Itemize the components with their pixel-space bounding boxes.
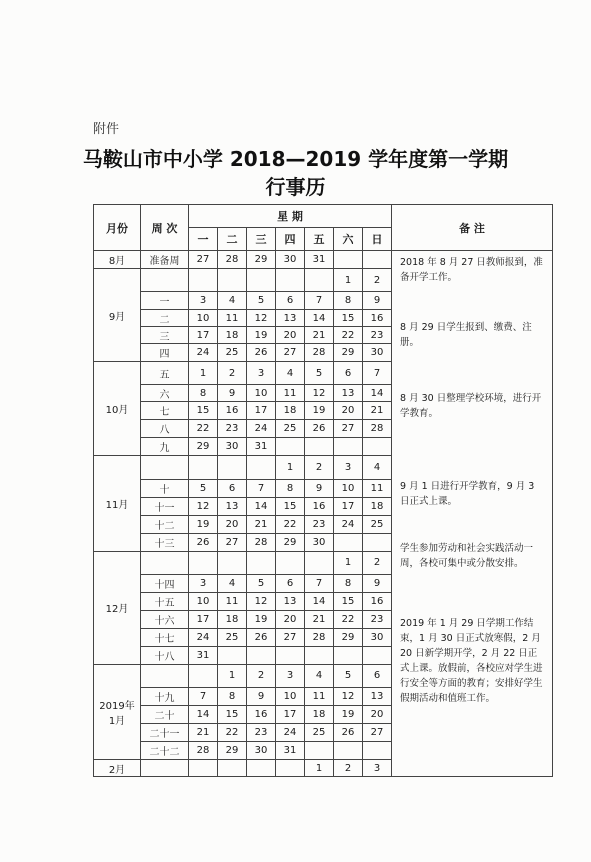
date-cell: 28 bbox=[363, 420, 392, 438]
week-number-cell: 二十二 bbox=[141, 742, 189, 760]
date-cell: 15 bbox=[334, 592, 363, 610]
weekday-header: 四 bbox=[276, 228, 305, 251]
date-cell: 20 bbox=[218, 515, 247, 533]
date-cell: 12 bbox=[305, 385, 334, 402]
date-cell: 2 bbox=[305, 456, 334, 479]
date-cell: 1 bbox=[334, 269, 363, 292]
date-cell: 27 bbox=[276, 344, 305, 362]
date-cell: 15 bbox=[189, 402, 218, 420]
date-cell: 24 bbox=[276, 724, 305, 742]
date-cell: 5 bbox=[334, 664, 363, 687]
date-cell: 10 bbox=[276, 688, 305, 706]
date-cell bbox=[218, 646, 247, 664]
month-cell: 2019年 1月 bbox=[94, 664, 141, 759]
date-cell: 3 bbox=[334, 456, 363, 479]
date-cell: 23 bbox=[363, 610, 392, 628]
date-cell: 7 bbox=[189, 688, 218, 706]
week-number-cell: 九 bbox=[141, 438, 189, 456]
date-cell: 5 bbox=[247, 574, 276, 592]
date-cell: 8 bbox=[334, 574, 363, 592]
date-cell: 16 bbox=[363, 310, 392, 327]
date-cell: 28 bbox=[247, 533, 276, 551]
weekday-header: 六 bbox=[334, 228, 363, 251]
date-cell: 23 bbox=[363, 327, 392, 344]
date-cell: 26 bbox=[247, 344, 276, 362]
date-cell bbox=[363, 533, 392, 551]
date-cell bbox=[305, 742, 334, 760]
date-cell: 12 bbox=[189, 497, 218, 515]
date-cell: 10 bbox=[189, 592, 218, 610]
date-cell bbox=[218, 269, 247, 292]
date-cell: 14 bbox=[305, 592, 334, 610]
date-cell: 14 bbox=[189, 706, 218, 724]
date-cell: 21 bbox=[305, 327, 334, 344]
date-cell: 28 bbox=[305, 628, 334, 646]
date-cell: 3 bbox=[363, 760, 392, 777]
date-cell: 8 bbox=[276, 479, 305, 497]
date-cell: 22 bbox=[276, 515, 305, 533]
date-cell: 20 bbox=[334, 402, 363, 420]
date-cell bbox=[247, 456, 276, 479]
date-cell: 30 bbox=[218, 438, 247, 456]
date-cell: 30 bbox=[363, 628, 392, 646]
date-cell: 16 bbox=[363, 592, 392, 610]
date-cell bbox=[218, 760, 247, 777]
date-cell bbox=[218, 456, 247, 479]
date-cell: 31 bbox=[305, 251, 334, 269]
page-subtitle: 行事历 bbox=[265, 175, 326, 199]
week-number-cell: 六 bbox=[141, 385, 189, 402]
date-cell bbox=[189, 456, 218, 479]
date-cell: 23 bbox=[218, 420, 247, 438]
date-cell bbox=[276, 760, 305, 777]
week-number-cell: 三 bbox=[141, 327, 189, 344]
date-cell bbox=[334, 742, 363, 760]
date-cell bbox=[189, 664, 218, 687]
date-cell: 27 bbox=[276, 628, 305, 646]
week-number-cell: 十六 bbox=[141, 610, 189, 628]
date-cell: 14 bbox=[363, 385, 392, 402]
date-cell: 17 bbox=[334, 497, 363, 515]
date-cell: 27 bbox=[189, 251, 218, 269]
date-cell: 6 bbox=[218, 479, 247, 497]
date-cell: 8 bbox=[189, 385, 218, 402]
date-cell: 28 bbox=[218, 251, 247, 269]
date-cell: 5 bbox=[189, 479, 218, 497]
date-cell: 2 bbox=[334, 760, 363, 777]
weekday-header: 二 bbox=[218, 228, 247, 251]
date-cell: 31 bbox=[189, 646, 218, 664]
date-cell bbox=[189, 269, 218, 292]
date-cell bbox=[189, 551, 218, 574]
date-cell: 25 bbox=[218, 344, 247, 362]
date-cell: 5 bbox=[305, 362, 334, 385]
date-cell: 24 bbox=[247, 420, 276, 438]
date-cell: 19 bbox=[334, 706, 363, 724]
date-cell: 12 bbox=[247, 592, 276, 610]
week-number-cell: 十三 bbox=[141, 533, 189, 551]
date-cell: 17 bbox=[189, 327, 218, 344]
date-cell: 9 bbox=[218, 385, 247, 402]
date-cell: 28 bbox=[189, 742, 218, 760]
date-cell bbox=[276, 438, 305, 456]
date-cell: 21 bbox=[363, 402, 392, 420]
week-number-cell: 十九 bbox=[141, 688, 189, 706]
week-number-cell bbox=[141, 551, 189, 574]
date-cell: 18 bbox=[276, 402, 305, 420]
date-cell: 30 bbox=[305, 533, 334, 551]
date-cell: 25 bbox=[305, 724, 334, 742]
date-cell: 18 bbox=[218, 610, 247, 628]
date-cell bbox=[305, 438, 334, 456]
date-cell: 11 bbox=[218, 592, 247, 610]
date-cell: 2 bbox=[363, 551, 392, 574]
date-cell: 29 bbox=[189, 438, 218, 456]
date-cell: 5 bbox=[247, 292, 276, 310]
date-cell: 11 bbox=[363, 479, 392, 497]
date-cell bbox=[334, 438, 363, 456]
date-cell: 31 bbox=[276, 742, 305, 760]
date-cell: 1 bbox=[334, 551, 363, 574]
date-cell: 2 bbox=[247, 664, 276, 687]
date-cell: 8 bbox=[334, 292, 363, 310]
date-cell: 12 bbox=[334, 688, 363, 706]
date-cell: 28 bbox=[305, 344, 334, 362]
note-item: 9 月 1 日进行开学教育，9 月 3 日正式上课。 bbox=[400, 481, 535, 507]
date-cell: 20 bbox=[363, 706, 392, 724]
date-cell: 15 bbox=[334, 310, 363, 327]
date-cell: 9 bbox=[363, 292, 392, 310]
date-cell: 22 bbox=[218, 724, 247, 742]
date-cell: 17 bbox=[189, 610, 218, 628]
header-notes: 备 注 bbox=[392, 205, 553, 251]
date-cell: 7 bbox=[305, 574, 334, 592]
date-cell bbox=[363, 742, 392, 760]
date-cell: 16 bbox=[218, 402, 247, 420]
date-cell: 1 bbox=[305, 760, 334, 777]
weekday-header: 五 bbox=[305, 228, 334, 251]
date-cell: 25 bbox=[276, 420, 305, 438]
date-cell: 12 bbox=[247, 310, 276, 327]
date-cell: 3 bbox=[276, 664, 305, 687]
week-number-cell: 八 bbox=[141, 420, 189, 438]
date-cell: 17 bbox=[276, 706, 305, 724]
weekday-header: 日 bbox=[363, 228, 392, 251]
date-cell: 3 bbox=[189, 292, 218, 310]
date-cell: 19 bbox=[189, 515, 218, 533]
date-cell: 22 bbox=[334, 327, 363, 344]
date-cell: 4 bbox=[276, 362, 305, 385]
date-cell: 7 bbox=[247, 479, 276, 497]
date-cell: 13 bbox=[276, 310, 305, 327]
date-cell: 21 bbox=[189, 724, 218, 742]
date-cell: 11 bbox=[305, 688, 334, 706]
date-cell: 24 bbox=[189, 344, 218, 362]
date-cell: 20 bbox=[276, 610, 305, 628]
table-row bbox=[94, 251, 553, 269]
note-item: 2018 年 8 月 27 日教师报到，准备开学工作。 bbox=[400, 257, 543, 283]
date-cell: 14 bbox=[247, 497, 276, 515]
date-cell: 20 bbox=[276, 327, 305, 344]
week-number-cell: 十七 bbox=[141, 628, 189, 646]
date-cell: 22 bbox=[334, 610, 363, 628]
date-cell bbox=[247, 646, 276, 664]
date-cell: 29 bbox=[276, 533, 305, 551]
date-cell bbox=[334, 533, 363, 551]
date-cell: 30 bbox=[276, 251, 305, 269]
date-cell bbox=[247, 551, 276, 574]
date-cell: 22 bbox=[189, 420, 218, 438]
week-number-cell bbox=[141, 664, 189, 687]
month-cell: 10月 bbox=[94, 362, 141, 456]
date-cell: 26 bbox=[334, 724, 363, 742]
date-cell: 26 bbox=[247, 628, 276, 646]
date-cell: 24 bbox=[189, 628, 218, 646]
week-number-cell: 二十 bbox=[141, 706, 189, 724]
date-cell: 10 bbox=[334, 479, 363, 497]
week-number-cell: 十五 bbox=[141, 592, 189, 610]
date-cell: 19 bbox=[305, 402, 334, 420]
date-cell: 9 bbox=[247, 688, 276, 706]
week-number-cell: 七 bbox=[141, 402, 189, 420]
date-cell bbox=[247, 760, 276, 777]
week-number-cell bbox=[141, 269, 189, 292]
date-cell: 15 bbox=[218, 706, 247, 724]
date-cell bbox=[363, 646, 392, 664]
date-cell: 4 bbox=[305, 664, 334, 687]
date-cell: 11 bbox=[276, 385, 305, 402]
date-cell: 25 bbox=[218, 628, 247, 646]
attachment-label: 附件 bbox=[93, 122, 120, 137]
date-cell: 21 bbox=[247, 515, 276, 533]
date-cell: 10 bbox=[247, 385, 276, 402]
note-item: 8 月 30 日整理学校环境，进行开学教育。 bbox=[400, 393, 542, 419]
calendar-table bbox=[93, 204, 553, 777]
date-cell: 27 bbox=[218, 533, 247, 551]
date-cell: 18 bbox=[363, 497, 392, 515]
header-month: 月份 bbox=[94, 205, 141, 251]
date-cell: 7 bbox=[305, 292, 334, 310]
date-cell: 8 bbox=[218, 688, 247, 706]
date-cell: 30 bbox=[363, 344, 392, 362]
notes-column bbox=[392, 251, 553, 777]
date-cell bbox=[276, 269, 305, 292]
date-cell: 29 bbox=[334, 628, 363, 646]
weekday-header: 一 bbox=[189, 228, 218, 251]
date-cell: 15 bbox=[276, 497, 305, 515]
date-cell bbox=[305, 646, 334, 664]
date-cell: 24 bbox=[334, 515, 363, 533]
date-cell bbox=[363, 251, 392, 269]
week-number-cell: 十二 bbox=[141, 515, 189, 533]
date-cell bbox=[305, 269, 334, 292]
date-cell: 4 bbox=[218, 292, 247, 310]
week-number-cell bbox=[141, 760, 189, 777]
date-cell bbox=[334, 251, 363, 269]
date-cell bbox=[305, 551, 334, 574]
month-cell: 12月 bbox=[94, 551, 141, 664]
date-cell: 13 bbox=[218, 497, 247, 515]
date-cell: 17 bbox=[247, 402, 276, 420]
week-number-cell: 五 bbox=[141, 362, 189, 385]
date-cell: 16 bbox=[305, 497, 334, 515]
date-cell bbox=[247, 269, 276, 292]
page-title: 马鞍山市中小学 2018—2019 学年度第一学期 bbox=[82, 147, 509, 171]
date-cell: 9 bbox=[305, 479, 334, 497]
week-number-cell: 十 bbox=[141, 479, 189, 497]
date-cell: 7 bbox=[363, 362, 392, 385]
date-cell: 6 bbox=[363, 664, 392, 687]
weekday-header: 三 bbox=[247, 228, 276, 251]
header-week-number: 周 次 bbox=[141, 205, 189, 251]
date-cell: 26 bbox=[305, 420, 334, 438]
date-cell: 13 bbox=[363, 688, 392, 706]
week-number-cell: 一 bbox=[141, 292, 189, 310]
date-cell: 13 bbox=[334, 385, 363, 402]
date-cell: 30 bbox=[247, 742, 276, 760]
date-cell: 23 bbox=[305, 515, 334, 533]
date-cell: 2 bbox=[218, 362, 247, 385]
month-cell: 8月 bbox=[94, 251, 141, 269]
note-item: 学生参加劳动和社会实践活动一周，各校可集中或分散安排。 bbox=[400, 543, 534, 569]
month-cell: 2月 bbox=[94, 760, 141, 777]
date-cell: 3 bbox=[189, 574, 218, 592]
date-cell: 21 bbox=[305, 610, 334, 628]
week-number-cell: 十四 bbox=[141, 574, 189, 592]
date-cell: 26 bbox=[189, 533, 218, 551]
date-cell: 4 bbox=[218, 574, 247, 592]
date-cell: 10 bbox=[189, 310, 218, 327]
date-cell bbox=[189, 760, 218, 777]
date-cell: 29 bbox=[334, 344, 363, 362]
week-number-cell: 十八 bbox=[141, 646, 189, 664]
week-number-cell: 二 bbox=[141, 310, 189, 327]
week-number-cell: 准备周 bbox=[141, 251, 189, 269]
date-cell: 2 bbox=[363, 269, 392, 292]
week-number-cell: 二十一 bbox=[141, 724, 189, 742]
date-cell: 1 bbox=[276, 456, 305, 479]
date-cell: 11 bbox=[218, 310, 247, 327]
month-cell: 11月 bbox=[94, 456, 141, 551]
date-cell: 19 bbox=[247, 327, 276, 344]
date-cell: 6 bbox=[276, 292, 305, 310]
date-cell: 1 bbox=[218, 664, 247, 687]
date-cell: 4 bbox=[363, 456, 392, 479]
date-cell bbox=[218, 551, 247, 574]
week-number-cell: 十一 bbox=[141, 497, 189, 515]
week-number-cell bbox=[141, 456, 189, 479]
date-cell bbox=[334, 646, 363, 664]
date-cell: 9 bbox=[363, 574, 392, 592]
date-cell: 27 bbox=[334, 420, 363, 438]
date-cell: 6 bbox=[276, 574, 305, 592]
date-cell bbox=[276, 646, 305, 664]
date-cell: 18 bbox=[305, 706, 334, 724]
week-number-cell: 四 bbox=[141, 344, 189, 362]
date-cell: 23 bbox=[247, 724, 276, 742]
note-item: 8 月 29 日学生报到、缴费、注册。 bbox=[400, 322, 532, 348]
date-cell bbox=[276, 551, 305, 574]
date-cell: 25 bbox=[363, 515, 392, 533]
date-cell: 19 bbox=[247, 610, 276, 628]
date-cell: 16 bbox=[247, 706, 276, 724]
date-cell: 29 bbox=[218, 742, 247, 760]
date-cell: 6 bbox=[334, 362, 363, 385]
date-cell: 31 bbox=[247, 438, 276, 456]
header-weekday-group: 星 期 bbox=[189, 205, 392, 228]
date-cell: 14 bbox=[305, 310, 334, 327]
date-cell: 1 bbox=[189, 362, 218, 385]
date-cell: 29 bbox=[247, 251, 276, 269]
note-item: 2019 年 1 月 29 日学期工作结束，1 月 30 日正式放寒假，2 月 20 日新学期开学，2 月 22 日正式上课。放假前，各校应对学生进行安全等方面的教育；安排好学生假期活动和值班工作。 bbox=[400, 618, 543, 704]
date-cell: 27 bbox=[363, 724, 392, 742]
date-cell: 18 bbox=[218, 327, 247, 344]
date-cell bbox=[363, 438, 392, 456]
date-cell: 3 bbox=[247, 362, 276, 385]
month-cell: 9月 bbox=[94, 269, 141, 362]
date-cell: 13 bbox=[276, 592, 305, 610]
